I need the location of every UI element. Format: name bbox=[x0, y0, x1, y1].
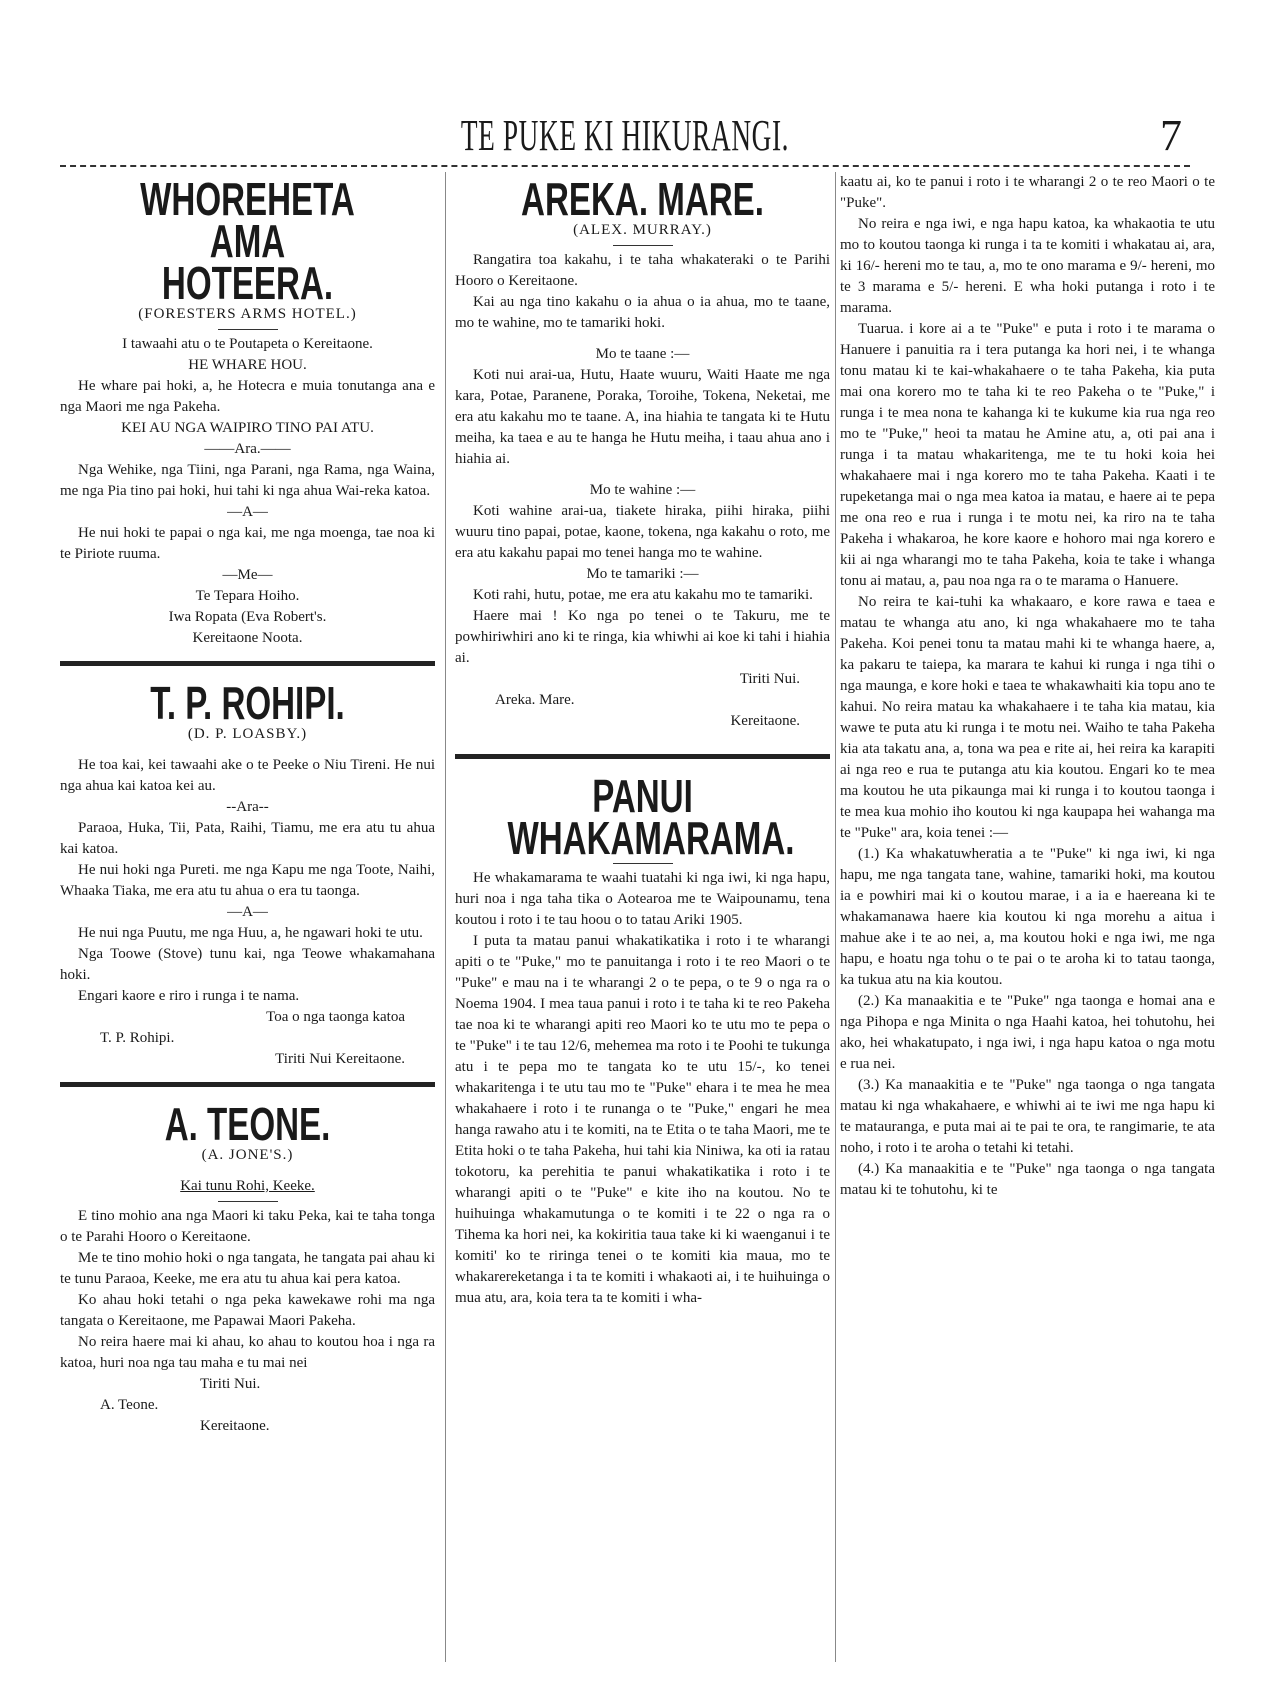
ad-separator: --Ara-- bbox=[226, 799, 269, 815]
ad-subheading: Mo te taane :— bbox=[595, 346, 690, 362]
article-paragraph: No reira te kai-tuhi ka whakaaro, e kore rawa e taea e matau te whanga atu ano, ki nga whakahaere mo te taha Pakeha. Koi penei tonu ta matau mahi ki te whanga haere, a, ka pakaru te taiepa, ka marara te kahui ki runga i nga tihi o nga maunga, e kore hoki e taea te whakawhaiti kia topu ano te kahui. No reira matau ka whakahaere i te taha kia matau, kia wawe te puta atu ki runga i te motu nei. Waiho te taha Pakeha kia ata takatu ana, a, tona wa pea e rite ai, hei reira ka karapiti ai nga reo e rua te putanga atu kia koutou. Engari ko te mea ma koutou he uta pikaunga mai ki runga i to koutou taonga i te mea kua mohio iho koutou ki nga kaupapa hei wahanga ma te "Puke" ara, koia tenei :— bbox=[840, 594, 1215, 841]
ad-line: KEI AU NGA WAIPIRO TINO PAI ATU. bbox=[121, 420, 374, 436]
panui-article bbox=[455, 770, 830, 1309]
column-divider bbox=[835, 172, 836, 1662]
section-rule bbox=[455, 754, 830, 759]
column-1 bbox=[60, 173, 435, 1437]
section-rule bbox=[60, 1082, 435, 1087]
ad-paragraph: He nui nga Puutu, me nga Huu, a, he ngawari hoki te utu. bbox=[78, 925, 423, 941]
ad-rohipi bbox=[60, 677, 435, 1070]
ad-paragraph: Nga Wehike, nga Tiini, nga Parani, nga Rama, nga Waina, me nga Pia tino pai hoki, hui tahi ki nga ahua Wai-reka katoa. bbox=[60, 462, 435, 499]
ad-subtitle: (A. JONE'S.) bbox=[201, 1147, 294, 1163]
ad-signature: Tiriti Nui. bbox=[200, 1376, 261, 1392]
ad-title: AREKA. MARE. bbox=[521, 173, 764, 225]
ad-signature: A. Teone. bbox=[100, 1397, 159, 1413]
ad-line: I tawaahi atu o te Poutapeta o Kereitaone. bbox=[122, 336, 373, 352]
ad-separator: ——Ara.—— bbox=[204, 441, 291, 457]
ad-paragraph: Paraoa, Huka, Tii, Pata, Raihi, Tiamu, me era atu tu ahua kai katoa. bbox=[60, 820, 435, 857]
ad-subtitle: (FORESTERS ARMS HOTEL.) bbox=[138, 306, 357, 322]
ad-subheading: Mo te wahine :— bbox=[589, 482, 696, 498]
ad-paragraph: E tino mohio ana nga Maori ki taku Peka, kai te taha tonga o te Parahi Hooro o Kereitaone. bbox=[60, 1208, 435, 1245]
column-2 bbox=[455, 173, 830, 1309]
ad-title: WHOREHETA AMA bbox=[140, 173, 355, 267]
ad-title: A. TEONE. bbox=[164, 1098, 331, 1150]
ad-signature: T. P. Rohipi. bbox=[100, 1030, 175, 1046]
ad-signature: Iwa Ropata (Eva Robert's. bbox=[168, 609, 327, 625]
ad-paragraph: Koti nui arai-ua, Hutu, Haate wuuru, Waiti Haate me nga kara, Potae, Paranene, Poraka, Toroihe, Tokena, Neketai, me era atu kakahu mo te taane. A, ina hiahia te tangata ki te Hutu meiha, ka taea e au te hanga he Hutu meiha, i taau ahua ano i hiahia ai. bbox=[455, 367, 830, 467]
ad-line: Toa o nga taonga katoa bbox=[266, 1009, 405, 1025]
ad-paragraph: Nga Toowe (Stove) tunu kai, nga Teowe whakamahana hoki. bbox=[60, 946, 435, 983]
newspaper-title: TE PUKE KI HIKURANGI. bbox=[460, 111, 790, 160]
article-paragraph: He whakamarama te waahi tuatahi ki nga iwi, ki nga hapu, huri noa i nga taha tika o Aotearoa me te Waipounamu, tena koutou i roto i te tau hoou o to tatau Ariki 1905. bbox=[455, 870, 830, 928]
article-paragraph: I puta ta matau panui whakatikatika i roto i te wharangi apiti o te "Puke," mo te panuitanga i roto i te reo Maori o te "Puke" e mau na i te wharangi 2 o te pepa, o te 9 o nga ra o Noema 1904. I mea taua panui i roto i te taha ki te reo Pakeha tae noa ki te wharangi apiti reo Maori ko te utu mo te pepa o te "Puke" i te tau 12/6, mehemea ma roto i te Poohi te tukunga atu i te pepa mo te tangata ko te utu 15/-, ko tenei whakaritenga i te utu tau mo te "Puke" ehara i te mea he mea whakahaere i roto i te runanga o te "Puke," engari he mea hanga rawaho atu i te komiti, na te Etita o te taha Maori, me te Etita hoki o te taha Pakeha, hui tahi kia Niniwa, ka oti ia ratau tokotoru, ka perehitia te panui whakatikatika i roto i te wharangi apiti o te "Puke" e kite iho na koutou. No te huihuinga whakamutunga o te komiti i te 22 o nga ra o Tihema ka hori nei, ka kokiritia taua take ki ki waenganui i te komiti' ko te riringa tenei o te komiti kia maua, mo te whakarereketanga i ta te komiti i whakaoti ai, i te huihuinga o mua atu, ara, koia tera ta te komiti i wha- bbox=[455, 933, 830, 1306]
article-list-item: (4.) Ka manaakitia e te "Puke" nga taonga o nga tangata matau ki te tohutohu, ki te bbox=[840, 1161, 1215, 1198]
ad-line: HE WHARE HOU. bbox=[188, 357, 307, 373]
ad-paragraph: He whare pai hoki, a, he Hotecra e muia tonutanga ana e nga Maori me nga Pakeha. bbox=[60, 378, 435, 415]
article-paragraph: No reira e nga iwi, e nga hapu katoa, ka whakaotia te utu mo to koutou taonga ki runga i ta te komiti i whakatau ai, ara, ki 16/- hereni mo te tau, a, mo te ono marama e 9/- hereni, mo te 3 marama e 5/- hereni. E wha hoki putanga i roto i te marama. bbox=[840, 216, 1215, 316]
ad-subtitle: (D. P. LOASBY.) bbox=[187, 726, 308, 742]
ad-signature: Kereitaone. bbox=[730, 713, 800, 729]
ad-paragraph: Kai au nga tino kakahu o ia ahua o ia ahua, mo te taane, mo te wahine, mo te tamariki hoki. bbox=[455, 294, 830, 331]
divider bbox=[218, 329, 278, 330]
ad-line: Kai tunu Rohi, Keeke. bbox=[180, 1178, 315, 1194]
ad-areka bbox=[455, 173, 830, 732]
ad-signature: Areka. Mare. bbox=[495, 692, 575, 708]
ad-paragraph: Me te tino mohio hoki o nga tangata, he tangata pai ahau ki te tunu Paraoa, Keeke, me era atu tu ahua kai pera katoa. bbox=[60, 1250, 435, 1287]
article-paragraph: kaatu ai, ko te panui i roto i te wharangi 2 o te reo Maori o te "Puke". bbox=[840, 174, 1215, 211]
ad-paragraph: He toa kai, kei tawaahi ake o te Peeke o Niu Tireni. He nui nga ahua kai katoa kei au. bbox=[60, 757, 435, 794]
divider bbox=[613, 245, 673, 246]
column-3 bbox=[840, 172, 1215, 1201]
article-list-item: (3.) Ka manaakitia e te "Puke" nga taonga o nga tangata matau ki nga whakahaere, e whiwhi ai te iwi me nga hapu ki te matauranga, e puta mai ai te pai te ora, te rangimarie, te ata noho, i roto i te aroha o tetahi ki tetahi. bbox=[840, 1077, 1215, 1156]
column-divider bbox=[445, 172, 446, 1662]
ad-paragraph: Koti rahi, hutu, potae, me era atu kakahu mo te tamariki. bbox=[473, 587, 813, 603]
ad-paragraph: No reira haere mai ki ahau, ko ahau to koutou hoa i nga ra katoa, huri noa nga tau maha e tu mai nei bbox=[60, 1334, 435, 1371]
ad-subtitle: (ALEX. MURRAY.) bbox=[573, 222, 712, 238]
ad-teone bbox=[60, 1098, 435, 1437]
ad-paragraph: He nui hoki te papai o nga kai, me nga moenga, tae noa ki te Piriote ruuma. bbox=[60, 525, 435, 562]
article-paragraph: Tuarua. i kore ai a te "Puke" e puta i roto i te marama o Hanuere i panuitia ra i tera putanga ka hori nei, i te whanga tonu matau ki te kai-whakahaere o te taha Pakeha, kia puta mai ona korero mo te taha ki te reo Pakeha o te "Puke," i runga i te mea nona te kahanga ki te kukume kia rua nga reo mo te "Puke," heoi ta matau he Amine atu, a, oti pai ana i runga i ta matau whakaritenga, me te tu hoki koia hei whakahaere mai i nga korero mo te taha Pakeha. Kaati i te rupeketanga mai o nga mea katoa ia matau, e haere ai te pepa me ona reo e rua i runga i te motu nei, ka riro na te taha Pakeha i whakaroa, he kore kaore e hohoro mai nga korero e kii ai nga wharangi mo te taha Pakeha, koia te take i whanga tonu ai matau, a, pau noa nga ra o te marama o Hanuere. bbox=[840, 321, 1215, 589]
article-title: PANUI WHAKAMARAMA. bbox=[507, 770, 795, 864]
ad-separator: —A— bbox=[227, 904, 268, 920]
ad-paragraph: Ko ahau hoki tetahi o nga peka kawekawe rohi ma nga tangata o Kereitaone, me Papawai Maori Pakeha. bbox=[60, 1292, 435, 1329]
ad-paragraph: Engari kaore e riro i runga i te nama. bbox=[78, 988, 300, 1004]
masthead-rule bbox=[60, 165, 1190, 167]
ad-signature: Tiriti Nui Kereitaone. bbox=[275, 1051, 405, 1067]
ad-subheading: Mo te tamariki :— bbox=[586, 566, 699, 582]
ad-paragraph: Koti wahine arai-ua, tiakete hiraka, piihi hiraka, piihi wuuru tino papai, potae, kaone, tokena, nga kakahu o roto, me era atu kakahu papai mo tenei hanga mo te wahine. bbox=[455, 503, 830, 561]
article-list-item: (1.) Ka whakatuwheratia a te "Puke" ki nga iwi, ki nga hapu, me nga tangata tane, wahine, tamariki hoki, ma koutou ia e powhiri mai ki o koutou marae, i a ia e haereana ki te whakamanawa haere kia koutou ki nga morehu a aitua i mahue ake i te ao nei, a, ma koutou hoki e nga iwi, me nga hapu, e hoatu nga tohu o te pai o te aroha ki to tatau taonga, ka tukua atu na kia koutou. bbox=[840, 846, 1215, 988]
ad-signature: Tiriti Nui. bbox=[739, 671, 800, 687]
ad-separator: —Me— bbox=[222, 567, 273, 583]
section-rule bbox=[60, 661, 435, 666]
page-number: 7 bbox=[1160, 111, 1182, 160]
ad-signature: Kereitaone. bbox=[200, 1418, 270, 1434]
divider bbox=[218, 1201, 278, 1202]
ad-title: T. P. ROHIPI. bbox=[150, 677, 345, 729]
ad-signature: Te Tepara Hoiho. bbox=[195, 588, 300, 604]
ad-paragraph: Haere mai ! Ko nga po tenei o te Takuru, me te powhiriwhiri ano ki te ringa, kia whiwhi ai koe ki tahi i hiahia ai. bbox=[455, 608, 830, 666]
ad-separator: —A— bbox=[227, 504, 268, 520]
ad-paragraph: Rangatira toa kakahu, i te taha whakateraki o te Parihi Hooro o Kereitaone. bbox=[455, 252, 830, 289]
ad-paragraph: He nui hoki nga Pureti. me nga Kapu me nga Toote, Naihi, Whaaka Tiaka, me era atu tu ahua o era tu taonga. bbox=[60, 862, 435, 899]
ad-signature: Kereitaone Noota. bbox=[192, 630, 303, 646]
masthead bbox=[60, 110, 1190, 160]
article-list-item: (2.) Ka manaakitia e te "Puke" nga taonga e homai ana e nga Pihopa e nga Minita o nga Haahi katoa, hei tohutohu, hei ako, hei whakatupato, i nga iwi, i nga hapu katoa o nga motu e rua nei. bbox=[840, 993, 1215, 1072]
ad-title: HOTEERA. bbox=[161, 257, 334, 309]
ad-whoreheta bbox=[60, 173, 435, 649]
